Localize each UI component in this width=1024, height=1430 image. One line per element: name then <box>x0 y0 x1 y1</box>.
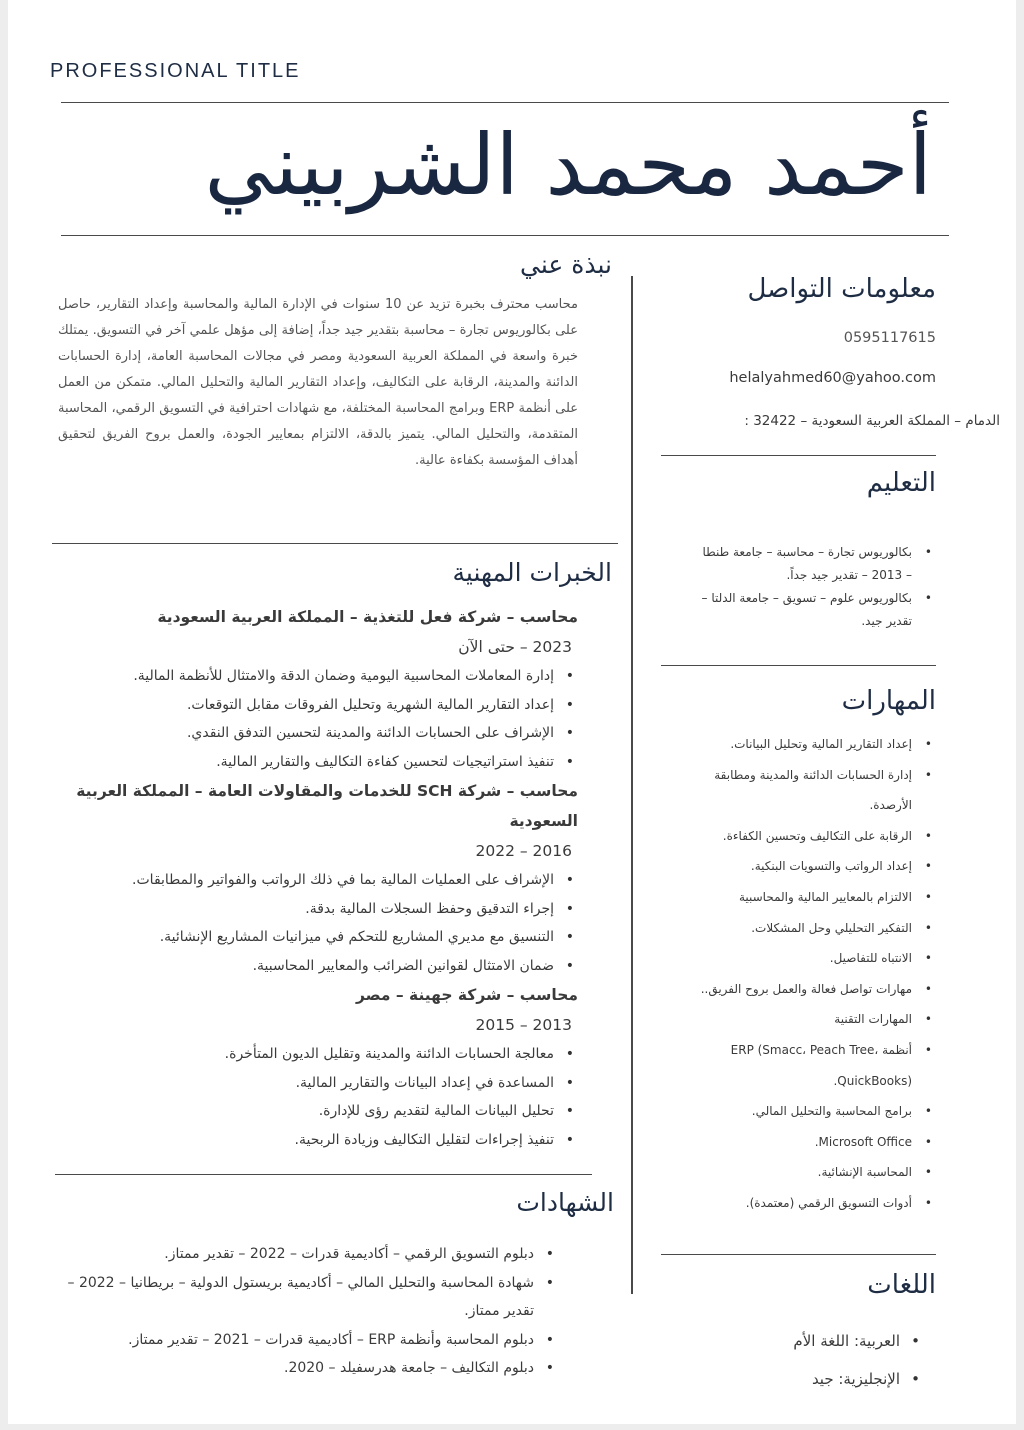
job-role: محاسب – شركة SCH للخدمات والمقاولات العامة – المملكة العربية السعودية <box>76 782 578 830</box>
job-tasks <box>52 662 578 776</box>
language-item: • الإنجليزية: جيد <box>698 1360 924 1398</box>
skill-item: • إعداد الرواتب والتسويات البنكية. <box>678 851 936 882</box>
contact-section-title: معلومات التواصل <box>747 274 936 304</box>
job-dates: 2023 – حتى الآن <box>458 638 572 656</box>
skills-section-title: المهارات <box>841 686 936 716</box>
column-divider <box>631 276 633 1294</box>
postal-address: الدمام – المملكة العربية السعودية – 32422 : <box>744 413 1000 429</box>
certificate-item: • دبلوم التسويق الرقمي – أكاديمية قدرات – 2022 – تقدير ممتاز. <box>52 1240 558 1269</box>
skill-item: • التفكير التحليلي وحل المشكلات. <box>678 913 936 944</box>
job-tasks <box>52 866 578 980</box>
job-task: • معالجة الحسابات الدائنة والمدينة وتقليل الديون المتأخرة. <box>52 1040 578 1069</box>
job-task: • ضمان الامتثال لقوانين الضرائب والمعايير المحاسبية. <box>52 952 578 981</box>
job-dates: 2013 – 2015 <box>475 1016 572 1034</box>
job-role: محاسب – شركة جهينة – مصر <box>356 986 578 1004</box>
languages-list <box>698 1322 924 1398</box>
education-section-title: التعليم <box>866 468 936 498</box>
phone-number: 0595117615 <box>843 330 936 346</box>
contact-divider <box>661 455 936 456</box>
experience-list <box>52 602 578 1154</box>
about-text: محاسب محترف بخبرة تزيد عن 10 سنوات في الإدارة المالية والمحاسبة وإعداد التقارير، حاصل على بكالوريوس تجارة – محاسبة بتقدير جيد جداً، إضافة إلى مؤهل علمي آخر في التسويق. يمتلك خبرة واسعة في المملكة العربية السعودية ومصر في مجالات المحاسبة العامة، إدارة الحسابات الدائنة والمدينة، الرقابة على التكاليف، وإعداد التقارير المالية والتحليل المالي. متمكن من العمل على أنظمة ERP وبرامج المحاسبة المختلفة، مع شهادات احترافية في التسويق الرقمي، المحاسبة المتقدمة، والتحليل المالي. يتميز بالدقة، الالتزام بمعايير الجودة، والعمل بروح الفريق لتحقيق أهداف المؤسسة بكفاءة عالية. <box>58 297 578 468</box>
job-task: • التنسيق مع مديري المشاريع للتحكم في ميزانيات المشاريع الإنشائية. <box>52 923 578 952</box>
languages-section-title: اللغات <box>867 1270 936 1300</box>
skill-item: • أنظمة ERP (Smacc، Peach Tree، QuickBooks). <box>678 1035 936 1096</box>
job-task: • تنفيذ إجراءات لتقليل التكاليف وزيادة الربحية. <box>52 1126 578 1155</box>
candidate-name: أحمد محمد الشربيني <box>204 116 932 214</box>
job-task: • الإشراف على الحسابات الدائنة والمدينة لتحسين التدفق النقدي. <box>52 719 578 748</box>
education-list <box>698 541 936 633</box>
skill-item: • أدوات التسويق الرقمي (معتمدة). <box>678 1188 936 1219</box>
certificates-list <box>52 1240 558 1383</box>
job-dates: 2016 – 2022 <box>475 842 572 860</box>
certificates-section-title: الشهادات <box>516 1188 614 1217</box>
skill-item: • إعداد التقارير المالية وتحليل البيانات. <box>678 729 936 760</box>
education-divider <box>661 665 936 666</box>
resume-page <box>8 0 1016 1424</box>
skill-item: • المحاسبة الإنشائية. <box>678 1157 936 1188</box>
job-task: • تحليل البيانات المالية لتقديم رؤى للإدارة. <box>52 1097 578 1126</box>
job-role: محاسب – شركة فعل للتغذية – المملكة العربية السعودية <box>157 608 578 626</box>
skill-item: • الانتباه للتفاصيل. <box>678 943 936 974</box>
job-task: • الإشراف على العمليات المالية بما في ذلك الرواتب والفواتير والمطابقات. <box>52 866 578 895</box>
about-divider <box>52 543 618 544</box>
header-top-divider <box>61 102 949 103</box>
skill-item: • الالتزام بالمعايير المالية والمحاسبية <box>678 882 936 913</box>
job-entry <box>52 980 578 1154</box>
job-tasks <box>52 1040 578 1154</box>
job-task: • المساعدة في إعداد البيانات والتقارير المالية. <box>52 1069 578 1098</box>
job-task: • تنفيذ استراتيجيات لتحسين كفاءة التكاليف والتقارير المالية. <box>52 748 578 777</box>
education-item: • بكالوريوس تجارة – محاسبة – جامعة طنطا – 2013 – تقدير جيد جداً. <box>698 541 936 587</box>
job-task: • إدارة المعاملات المحاسبية اليومية وضمان الدقة والامتثال للأنظمة المالية. <box>52 662 578 691</box>
skill-item: • مهارات تواصل فعالة والعمل بروح الفريق.. <box>678 974 936 1005</box>
job-entry <box>52 602 578 776</box>
experience-section-title: الخبرات المهنية <box>452 558 612 587</box>
experience-divider <box>55 1174 592 1175</box>
skill-item: • إدارة الحسابات الدائنة والمدينة ومطابقة الأرصدة. <box>678 760 936 821</box>
skill-item: • الرقابة على التكاليف وتحسين الكفاءة. <box>678 821 936 852</box>
skill-item: • المهارات التقنية <box>678 1004 936 1035</box>
language-item: • العربية: اللغة الأم <box>698 1322 924 1360</box>
job-entry <box>52 776 578 980</box>
about-section-title: نبذة عني <box>520 250 612 279</box>
skill-item: • برامج المحاسبة والتحليل المالي. <box>678 1096 936 1127</box>
skill-item: • Microsoft Office. <box>678 1127 936 1158</box>
certificate-item: • دبلوم المحاسبة وأنظمة ERP – أكاديمية قدرات – 2021 – تقدير ممتاز. <box>52 1326 558 1355</box>
skills-divider <box>661 1254 936 1255</box>
job-task: • إعداد التقارير المالية الشهرية وتحليل الفروقات مقابل التوقعات. <box>52 691 578 720</box>
header-bottom-divider <box>61 235 949 236</box>
skills-list <box>678 729 936 1219</box>
certificate-item: • شهادة المحاسبة والتحليل المالي – أكاديمية بريستول الدولية – بريطانيا – 2022 – تقدير ممتاز. <box>52 1269 558 1326</box>
job-task: • إجراء التدقيق وحفظ السجلات المالية بدقة. <box>52 895 578 924</box>
email-address: helalyahmed60@yahoo.com <box>729 370 936 386</box>
certificate-item: • دبلوم التكاليف – جامعة هدرسفيلد – 2020. <box>52 1354 558 1383</box>
education-item: • بكالوريوس علوم – تسويق – جامعة الدلتا – تقدير جيد. <box>698 587 936 633</box>
professional-title: PROFESSIONAL TITLE <box>50 60 301 82</box>
